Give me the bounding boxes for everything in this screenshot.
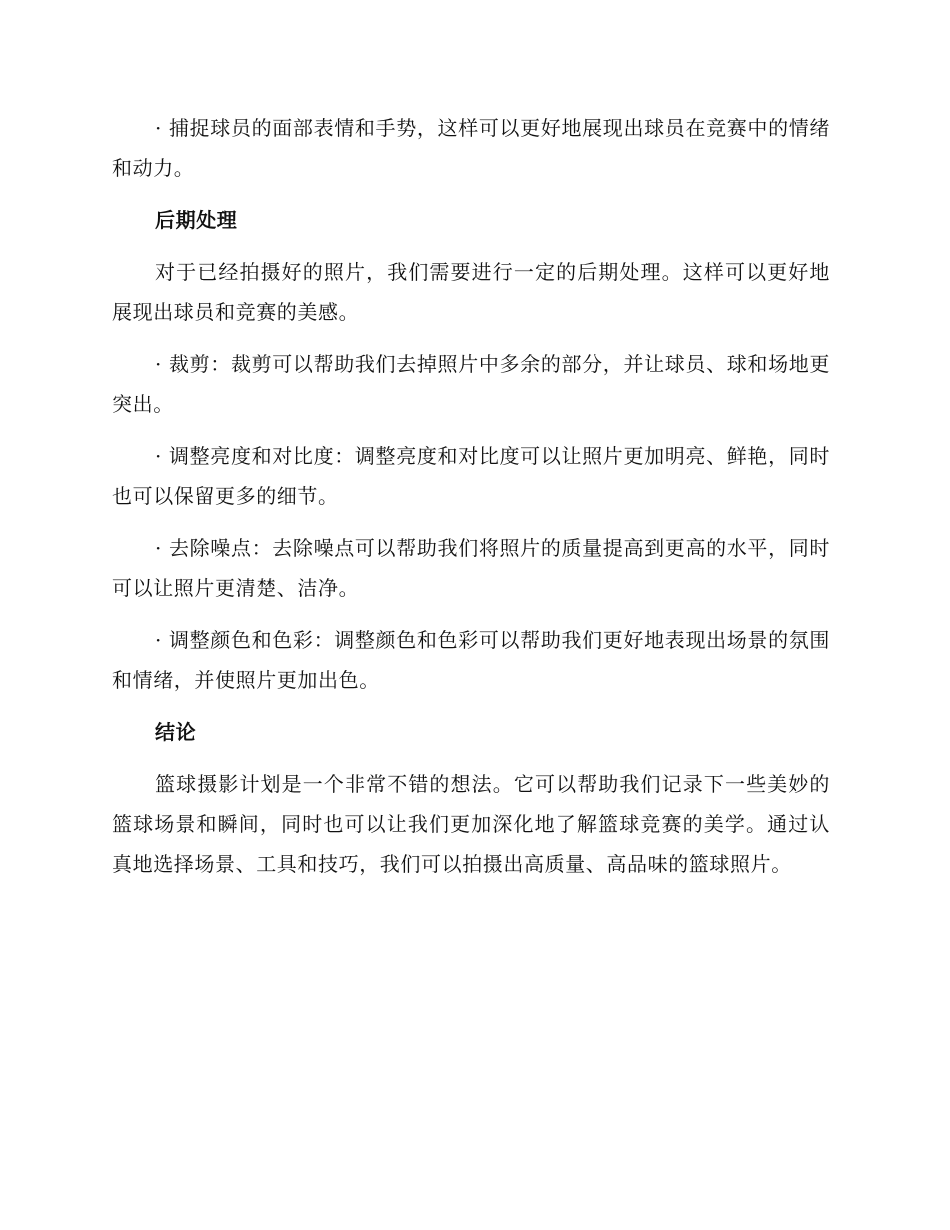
bullet-paragraph-brightness-contrast: · 调整亮度和对比度：调整亮度和对比度可以让照片更加明亮、鲜艳，同时也可以保留更多的细节。 (112, 444, 830, 508)
bullet-paragraph-expressions: · 捕捉球员的面部表情和手势，这样可以更好地展现出球员在竞赛中的情绪和动力。 (112, 116, 830, 180)
bullet-paragraph-color-adjustment: · 调整颜色和色彩：调整颜色和色彩可以帮助我们更好地表现出场景的氛围和情绪，并使照片更加出色。 (112, 628, 830, 692)
bullet-paragraph-cropping: · 裁剪：裁剪可以帮助我们去掉照片中多余的部分，并让球员、球和场地更突出。 (112, 352, 830, 416)
paragraph-conclusion: 篮球摄影计划是一个非常不错的想法。它可以帮助我们记录下一些美妙的篮球场景和瞬间，同时也可以让我们更加深化地了解篮球竞赛的美学。通过认真地选择场景、工具和技巧，我们可以拍摄出高质量、高品味的篮球照片。 (112, 772, 830, 876)
paragraph-post-processing-intro: 对于已经拍摄好的照片，我们需要进行一定的后期处理。这样可以更好地展现出球员和竞赛的美感。 (112, 260, 830, 324)
document-body (112, 108, 830, 896)
section-heading-post-processing: 后期处理 (155, 208, 238, 232)
section-heading-conclusion: 结论 (155, 720, 197, 744)
bullet-paragraph-noise-removal: · 去除噪点：去除噪点可以帮助我们将照片的质量提高到更高的水平，同时可以让照片更清楚、洁净。 (112, 536, 830, 600)
